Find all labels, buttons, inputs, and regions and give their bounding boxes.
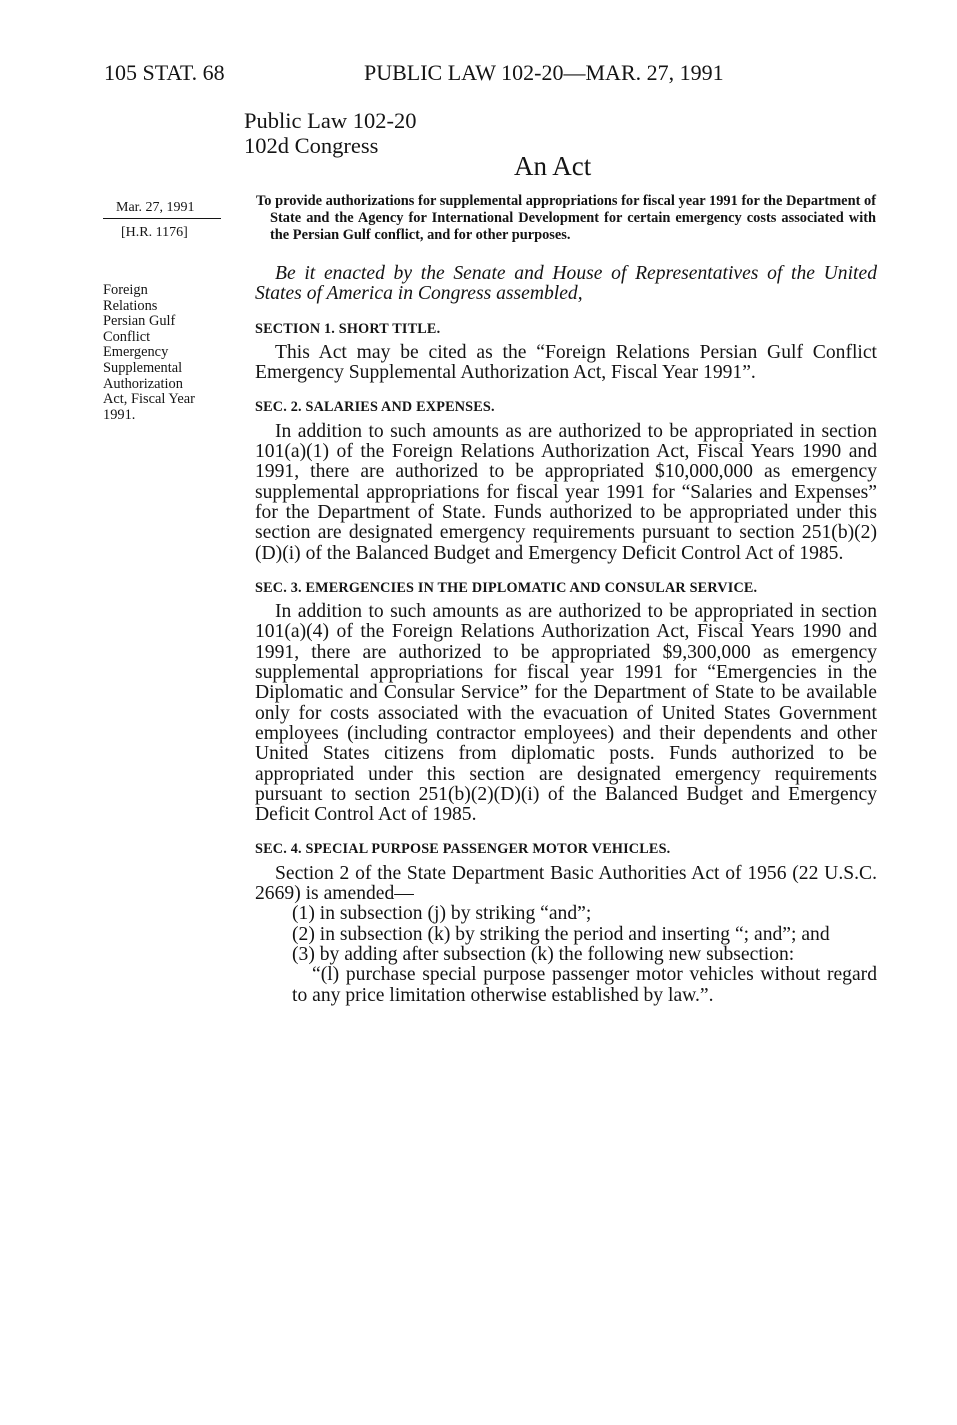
margin-note-line: Conflict [103, 328, 151, 345]
section-4-item-2: (2) in subsection (k) by striking the period and inserting “; and”; and [292, 923, 830, 945]
margin-note-line: Authorization [103, 375, 183, 392]
margin-note-line: Relations [103, 297, 158, 314]
section-1-heading: SECTION 1. SHORT TITLE. [255, 320, 441, 337]
section-2-text: In addition to such amounts as are authorized to be appropriated in section 101(a)(1) of the Foreign Relations Authorization Act, Fiscal Years 1990 and 1991, there are authorized to be appropriated $10,000,000 as emergency supplemental appropriations for fiscal year 1991 for “Salaries and Expenses” for the Department of State. Funds authorized to be appropriated under this section are designated emergency requirements pursuant to section 251(b)(2)(D)(i) of the Balanced Budget and Emergency Deficit Control Act of 1985. [255, 420, 877, 564]
margin-note-line: Act, Fiscal Year [103, 391, 195, 408]
margin-note [103, 283, 228, 423]
enactment-date: Mar. 27, 1991 [103, 199, 221, 219]
margin-note-line: 1991. [103, 406, 136, 423]
enacting-clause: Be it enacted by the Senate and House of Representatives of the United States of America in Congress assembled, [255, 263, 877, 305]
margin-note-line: Foreign [103, 282, 148, 298]
public-law-number: Public Law 102-20 [244, 108, 417, 133]
bill-number: [H.R. 1176] [121, 225, 188, 240]
margin-note-line: Emergency [103, 344, 169, 361]
purpose-statement: To provide authorizations for supplemental appropriations for fiscal year 1991 for the Department of State and the Agency for International Development for certain emergency costs associated with the Persian Gulf conflict, and for other purposes. [256, 193, 876, 244]
law-reference-header: PUBLIC LAW 102-20—MAR. 27, 1991 [364, 60, 724, 85]
act-body [255, 264, 877, 1006]
section-4-intro: Section 2 of the State Department Basic Authorities Act of 1956 (22 U.S.C. 2669) is amended— [255, 862, 877, 905]
margin-note-line: Persian Gulf [103, 313, 176, 330]
margin-note-line: Supplemental [103, 359, 183, 376]
section-1-text: This Act may be cited as the “Foreign Relations Persian Gulf Conflict Emergency Supplemental Authorization Act, Fiscal Year 1991”. [255, 341, 877, 384]
section-3-text: In addition to such amounts as are authorized to be appropriated in section 101(a)(4) of the Foreign Relations Authorization Act, Fiscal Years 1990 and 1991, there are authorized to be appropriated $9,300,000 as emergency supplemental appropriations for fiscal year 1991 for “Emergencies in the Diplomatic and Consular Service” for the Department of State to be available only for costs associated with the evacuation of United States Government employees (including contractor employees) and their dependents and other United States citizens from diplomatic posts. Funds authorized to be appropriated under this section are designated emergency requirements pursuant to section 251(b)(2)(D)(i) of the Balanced Budget and Emergency Deficit Control Act of 1985. [255, 601, 877, 826]
title-block [244, 108, 416, 158]
section-4-heading: SEC. 4. SPECIAL PURPOSE PASSENGER MOTOR VEHICLES. [255, 841, 671, 858]
section-4-item-1: (1) in subsection (j) by striking “and”; [292, 903, 592, 925]
section-3-heading: SEC. 3. EMERGENCIES IN THE DIPLOMATIC AND CONSULAR SERVICE. [255, 579, 758, 596]
an-act-heading: An Act [514, 151, 592, 181]
margin-date-block [103, 199, 223, 241]
stat-reference: 105 STAT. 68 [104, 60, 225, 85]
section-4-quoted-subsection: “(l) purchase special purpose passenger motor vehicles without regard to any price limitation otherwise established by law.”. [292, 964, 877, 1006]
section-2-heading: SEC. 2. SALARIES AND EXPENSES. [255, 399, 495, 416]
congress-number: 102d Congress [244, 133, 379, 158]
section-4-item-3: (3) by adding after subsection (k) the following new subsection: [292, 943, 795, 965]
